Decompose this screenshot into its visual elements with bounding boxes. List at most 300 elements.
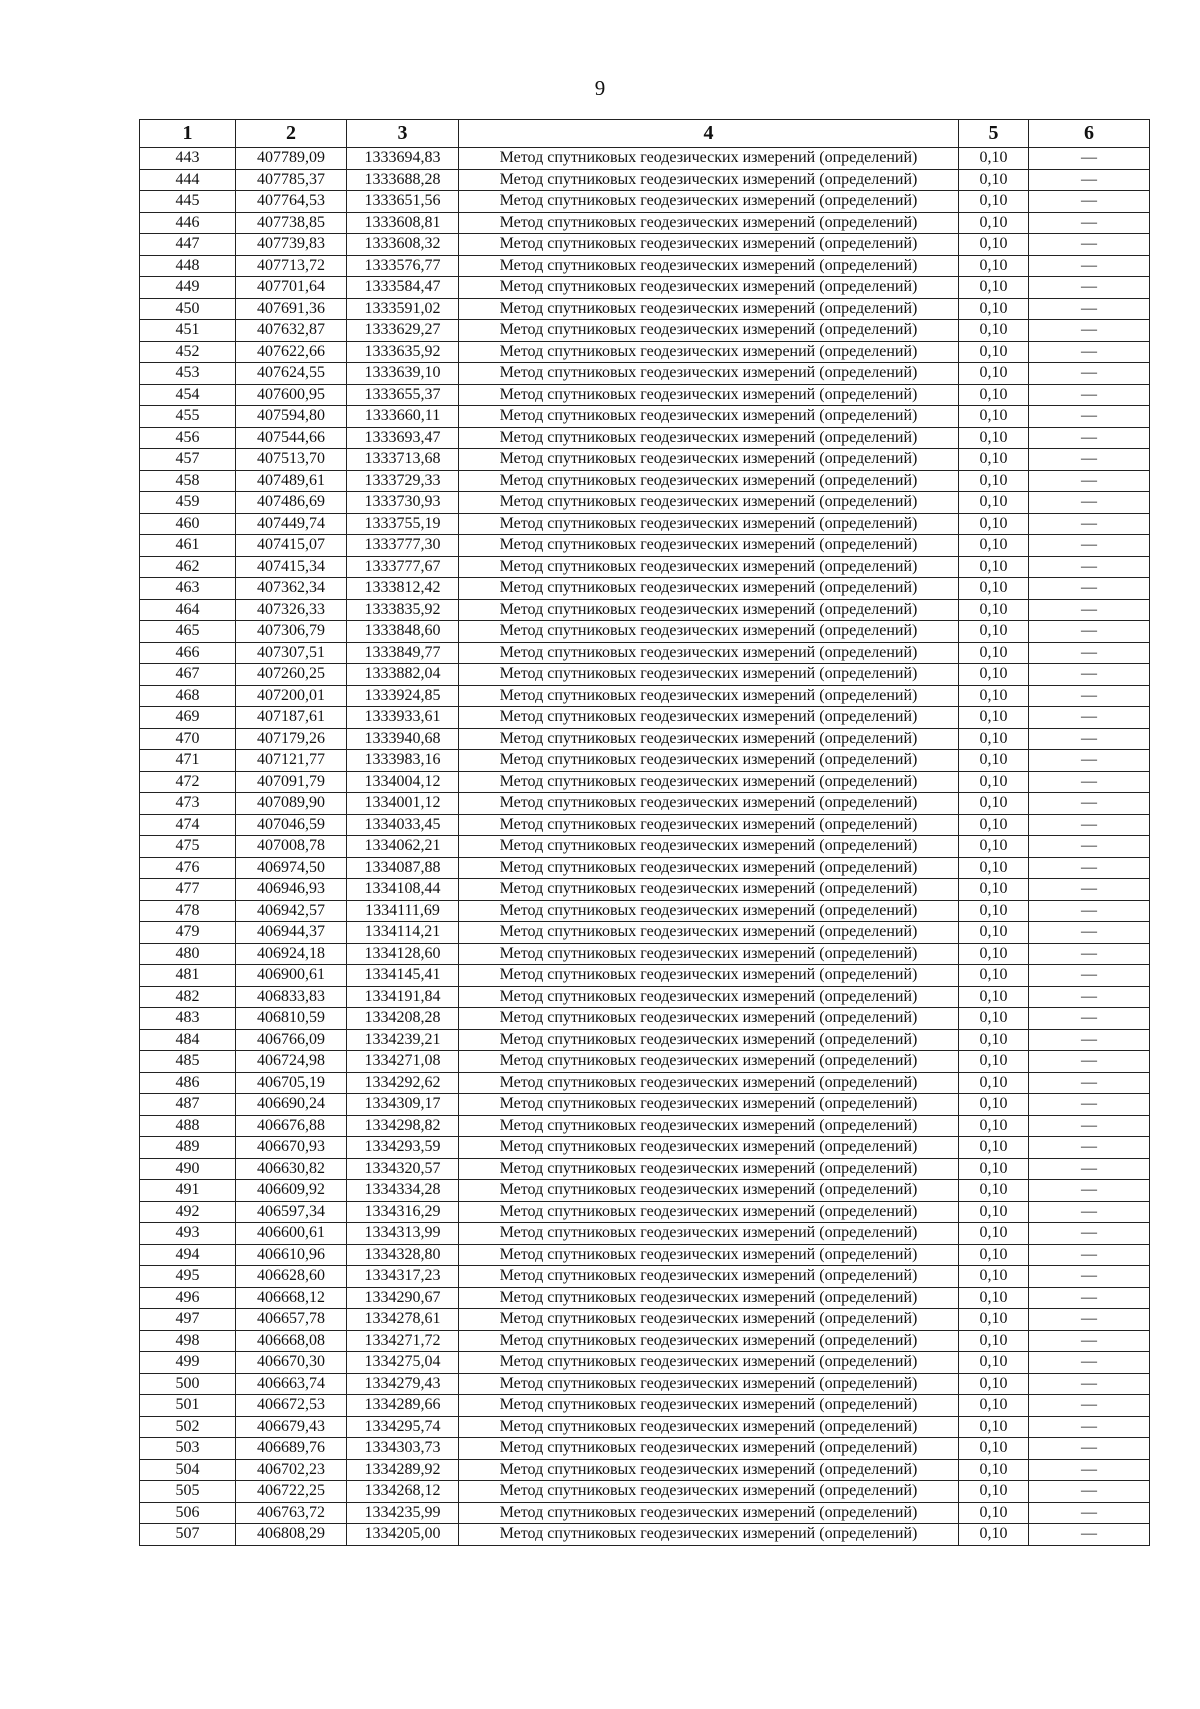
note-cell: —	[1029, 255, 1150, 277]
x-coordinate-cell: 406722,25	[236, 1481, 347, 1503]
method-cell: Метод спутниковых геодезических измерений (определений)	[459, 836, 959, 858]
x-coordinate-cell: 406597,34	[236, 1201, 347, 1223]
accuracy-cell: 0,10	[959, 1416, 1029, 1438]
table-row	[140, 965, 1150, 987]
table-row	[140, 771, 1150, 793]
y-coordinate-cell: 1333983,16	[347, 750, 459, 772]
y-coordinate-cell: 1333933,61	[347, 707, 459, 729]
y-coordinate-cell: 1334271,72	[347, 1330, 459, 1352]
coordinates-table	[139, 119, 1150, 1546]
y-coordinate-cell: 1334316,29	[347, 1201, 459, 1223]
note-cell: —	[1029, 685, 1150, 707]
point-number-cell: 493	[140, 1223, 236, 1245]
method-cell: Метод спутниковых геодезических измерений (определений)	[459, 169, 959, 191]
point-number-cell: 495	[140, 1266, 236, 1288]
accuracy-cell: 0,10	[959, 492, 1029, 514]
method-cell: Метод спутниковых геодезических измерений (определений)	[459, 191, 959, 213]
y-coordinate-cell: 1334292,62	[347, 1072, 459, 1094]
y-coordinate-cell: 1334334,28	[347, 1180, 459, 1202]
note-cell: —	[1029, 277, 1150, 299]
note-cell: —	[1029, 621, 1150, 643]
x-coordinate-cell: 406705,19	[236, 1072, 347, 1094]
method-cell: Метод спутниковых геодезических измерений (определений)	[459, 1395, 959, 1417]
note-cell: —	[1029, 986, 1150, 1008]
x-coordinate-cell: 407415,34	[236, 556, 347, 578]
accuracy-cell: 0,10	[959, 255, 1029, 277]
accuracy-cell: 0,10	[959, 1051, 1029, 1073]
note-cell: —	[1029, 1158, 1150, 1180]
x-coordinate-cell: 407544,66	[236, 427, 347, 449]
method-cell: Метод спутниковых геодезических измерений (определений)	[459, 1481, 959, 1503]
accuracy-cell: 0,10	[959, 599, 1029, 621]
x-coordinate-cell: 407089,90	[236, 793, 347, 815]
method-cell: Метод спутниковых геодезических измерений (определений)	[459, 277, 959, 299]
accuracy-cell: 0,10	[959, 1438, 1029, 1460]
table-row	[140, 363, 1150, 385]
y-coordinate-cell: 1334191,84	[347, 986, 459, 1008]
table-row	[140, 298, 1150, 320]
table-row	[140, 1094, 1150, 1116]
table-row	[140, 879, 1150, 901]
x-coordinate-cell: 407486,69	[236, 492, 347, 514]
accuracy-cell: 0,10	[959, 1352, 1029, 1374]
x-coordinate-cell: 407187,61	[236, 707, 347, 729]
point-number-cell: 468	[140, 685, 236, 707]
accuracy-cell: 0,10	[959, 685, 1029, 707]
accuracy-cell: 0,10	[959, 1395, 1029, 1417]
x-coordinate-cell: 406942,57	[236, 900, 347, 922]
point-number-cell: 446	[140, 212, 236, 234]
accuracy-cell: 0,10	[959, 341, 1029, 363]
table-row	[140, 578, 1150, 600]
method-cell: Метод спутниковых геодезических измерений (определений)	[459, 1352, 959, 1374]
y-coordinate-cell: 1334268,12	[347, 1481, 459, 1503]
accuracy-cell: 0,10	[959, 1244, 1029, 1266]
y-coordinate-cell: 1334298,82	[347, 1115, 459, 1137]
note-cell: —	[1029, 1352, 1150, 1374]
note-cell: —	[1029, 578, 1150, 600]
accuracy-cell: 0,10	[959, 1459, 1029, 1481]
note-cell: —	[1029, 836, 1150, 858]
table-row	[140, 1158, 1150, 1180]
point-number-cell: 483	[140, 1008, 236, 1030]
note-cell: —	[1029, 1438, 1150, 1460]
method-cell: Метод спутниковых геодезических измерений (определений)	[459, 1373, 959, 1395]
point-number-cell: 455	[140, 406, 236, 428]
y-coordinate-cell: 1334290,67	[347, 1287, 459, 1309]
table-row	[140, 1287, 1150, 1309]
table-row	[140, 1244, 1150, 1266]
accuracy-cell: 0,10	[959, 707, 1029, 729]
y-coordinate-cell: 1334328,80	[347, 1244, 459, 1266]
y-coordinate-cell: 1333591,02	[347, 298, 459, 320]
point-number-cell: 451	[140, 320, 236, 342]
note-cell: —	[1029, 234, 1150, 256]
x-coordinate-cell: 406668,08	[236, 1330, 347, 1352]
table-row	[140, 793, 1150, 815]
y-coordinate-cell: 1333849,77	[347, 642, 459, 664]
x-coordinate-cell: 407600,95	[236, 384, 347, 406]
y-coordinate-cell: 1333608,32	[347, 234, 459, 256]
table-row	[140, 1459, 1150, 1481]
accuracy-cell: 0,10	[959, 642, 1029, 664]
y-coordinate-cell: 1333848,60	[347, 621, 459, 643]
method-cell: Метод спутниковых геодезических измерений (определений)	[459, 965, 959, 987]
y-coordinate-cell: 1333812,42	[347, 578, 459, 600]
accuracy-cell: 0,10	[959, 363, 1029, 385]
x-coordinate-cell: 407008,78	[236, 836, 347, 858]
accuracy-cell: 0,10	[959, 234, 1029, 256]
accuracy-cell: 0,10	[959, 320, 1029, 342]
point-number-cell: 492	[140, 1201, 236, 1223]
note-cell: —	[1029, 728, 1150, 750]
accuracy-cell: 0,10	[959, 191, 1029, 213]
table-row	[140, 1502, 1150, 1524]
method-cell: Метод спутниковых геодезических измерений (определений)	[459, 986, 959, 1008]
x-coordinate-cell: 406672,53	[236, 1395, 347, 1417]
y-coordinate-cell: 1334114,21	[347, 922, 459, 944]
x-coordinate-cell: 407179,26	[236, 728, 347, 750]
point-number-cell: 504	[140, 1459, 236, 1481]
method-cell: Метод спутниковых геодезических измерений (определений)	[459, 1330, 959, 1352]
note-cell: —	[1029, 1287, 1150, 1309]
point-number-cell: 475	[140, 836, 236, 858]
accuracy-cell: 0,10	[959, 535, 1029, 557]
x-coordinate-cell: 406808,29	[236, 1524, 347, 1546]
table-row	[140, 341, 1150, 363]
accuracy-cell: 0,10	[959, 900, 1029, 922]
method-cell: Метод спутниковых геодезических измерений (определений)	[459, 1115, 959, 1137]
accuracy-cell: 0,10	[959, 427, 1029, 449]
method-cell: Метод спутниковых геодезических измерений (определений)	[459, 793, 959, 815]
method-cell: Метод спутниковых геодезических измерений (определений)	[459, 212, 959, 234]
point-number-cell: 467	[140, 664, 236, 686]
point-number-cell: 482	[140, 986, 236, 1008]
x-coordinate-cell: 407701,64	[236, 277, 347, 299]
y-coordinate-cell: 1333660,11	[347, 406, 459, 428]
y-coordinate-cell: 1334279,43	[347, 1373, 459, 1395]
method-cell: Метод спутниковых геодезических измерений (определений)	[459, 535, 959, 557]
y-coordinate-cell: 1333584,47	[347, 277, 459, 299]
y-coordinate-cell: 1334317,23	[347, 1266, 459, 1288]
point-number-cell: 469	[140, 707, 236, 729]
x-coordinate-cell: 406689,76	[236, 1438, 347, 1460]
x-coordinate-cell: 407306,79	[236, 621, 347, 643]
note-cell: —	[1029, 1395, 1150, 1417]
point-number-cell: 488	[140, 1115, 236, 1137]
method-cell: Метод спутниковых геодезических измерений (определений)	[459, 578, 959, 600]
y-coordinate-cell: 1334289,66	[347, 1395, 459, 1417]
point-number-cell: 487	[140, 1094, 236, 1116]
table-row	[140, 449, 1150, 471]
y-coordinate-cell: 1334235,99	[347, 1502, 459, 1524]
note-cell: —	[1029, 449, 1150, 471]
x-coordinate-cell: 406670,30	[236, 1352, 347, 1374]
column-header-2: 2	[236, 120, 347, 148]
method-cell: Метод спутниковых геодезических измерений (определений)	[459, 492, 959, 514]
table-row	[140, 943, 1150, 965]
accuracy-cell: 0,10	[959, 1201, 1029, 1223]
point-number-cell: 452	[140, 341, 236, 363]
y-coordinate-cell: 1334303,73	[347, 1438, 459, 1460]
table-row	[140, 1072, 1150, 1094]
note-cell: —	[1029, 1330, 1150, 1352]
table-row	[140, 513, 1150, 535]
table-row	[140, 406, 1150, 428]
method-cell: Метод спутниковых геодезических измерений (определений)	[459, 1029, 959, 1051]
note-cell: —	[1029, 298, 1150, 320]
note-cell: —	[1029, 406, 1150, 428]
point-number-cell: 448	[140, 255, 236, 277]
method-cell: Метод спутниковых геодезических измерений (определений)	[459, 1008, 959, 1030]
note-cell: —	[1029, 879, 1150, 901]
point-number-cell: 486	[140, 1072, 236, 1094]
accuracy-cell: 0,10	[959, 298, 1029, 320]
accuracy-cell: 0,10	[959, 384, 1029, 406]
point-number-cell: 473	[140, 793, 236, 815]
table-row	[140, 1051, 1150, 1073]
x-coordinate-cell: 406766,09	[236, 1029, 347, 1051]
note-cell: —	[1029, 1266, 1150, 1288]
point-number-cell: 498	[140, 1330, 236, 1352]
accuracy-cell: 0,10	[959, 1223, 1029, 1245]
method-cell: Метод спутниковых геодезических измерений (определений)	[459, 771, 959, 793]
accuracy-cell: 0,10	[959, 943, 1029, 965]
accuracy-cell: 0,10	[959, 1373, 1029, 1395]
y-coordinate-cell: 1334293,59	[347, 1137, 459, 1159]
method-cell: Метод спутниковых геодезических измерений (определений)	[459, 320, 959, 342]
y-coordinate-cell: 1334239,21	[347, 1029, 459, 1051]
y-coordinate-cell: 1333940,68	[347, 728, 459, 750]
accuracy-cell: 0,10	[959, 513, 1029, 535]
y-coordinate-cell: 1334087,88	[347, 857, 459, 879]
point-number-cell: 444	[140, 169, 236, 191]
method-cell: Метод спутниковых геодезических измерений (определений)	[459, 341, 959, 363]
note-cell: —	[1029, 535, 1150, 557]
x-coordinate-cell: 407326,33	[236, 599, 347, 621]
accuracy-cell: 0,10	[959, 1094, 1029, 1116]
table-row	[140, 169, 1150, 191]
point-number-cell: 465	[140, 621, 236, 643]
note-cell: —	[1029, 1115, 1150, 1137]
method-cell: Метод спутниковых геодезических измерений (определений)	[459, 1137, 959, 1159]
table-row	[140, 750, 1150, 772]
x-coordinate-cell: 407738,85	[236, 212, 347, 234]
y-coordinate-cell: 1333835,92	[347, 599, 459, 621]
point-number-cell: 505	[140, 1481, 236, 1503]
method-cell: Метод спутниковых геодезических измерений (определений)	[459, 556, 959, 578]
x-coordinate-cell: 406763,72	[236, 1502, 347, 1524]
accuracy-cell: 0,10	[959, 556, 1029, 578]
y-coordinate-cell: 1333688,28	[347, 169, 459, 191]
point-number-cell: 491	[140, 1180, 236, 1202]
y-coordinate-cell: 1333655,37	[347, 384, 459, 406]
method-cell: Метод спутниковых геодезических измерений (определений)	[459, 857, 959, 879]
table-row	[140, 255, 1150, 277]
x-coordinate-cell: 407789,09	[236, 148, 347, 170]
x-coordinate-cell: 406810,59	[236, 1008, 347, 1030]
accuracy-cell: 0,10	[959, 1008, 1029, 1030]
point-number-cell: 459	[140, 492, 236, 514]
note-cell: —	[1029, 1201, 1150, 1223]
y-coordinate-cell: 1333777,30	[347, 535, 459, 557]
point-number-cell: 447	[140, 234, 236, 256]
table-row	[140, 1180, 1150, 1202]
y-coordinate-cell: 1334295,74	[347, 1416, 459, 1438]
x-coordinate-cell: 406702,23	[236, 1459, 347, 1481]
note-cell: —	[1029, 470, 1150, 492]
table-row	[140, 900, 1150, 922]
method-cell: Метод спутниковых геодезических измерений (определений)	[459, 664, 959, 686]
method-cell: Метод спутниковых геодезических измерений (определений)	[459, 1502, 959, 1524]
method-cell: Метод спутниковых геодезических измерений (определений)	[459, 1180, 959, 1202]
y-coordinate-cell: 1334309,17	[347, 1094, 459, 1116]
point-number-cell: 476	[140, 857, 236, 879]
method-cell: Метод спутниковых геодезических измерений (определений)	[459, 642, 959, 664]
method-cell: Метод спутниковых геодезических измерений (определений)	[459, 470, 959, 492]
table-row	[140, 1115, 1150, 1137]
x-coordinate-cell: 406610,96	[236, 1244, 347, 1266]
table-row	[140, 1266, 1150, 1288]
page-number: 9	[594, 76, 606, 100]
table-row	[140, 234, 1150, 256]
y-coordinate-cell: 1334004,12	[347, 771, 459, 793]
accuracy-cell: 0,10	[959, 1309, 1029, 1331]
table-row	[140, 1395, 1150, 1417]
accuracy-cell: 0,10	[959, 621, 1029, 643]
table-row	[140, 728, 1150, 750]
x-coordinate-cell: 407091,79	[236, 771, 347, 793]
y-coordinate-cell: 1333777,67	[347, 556, 459, 578]
note-cell: —	[1029, 513, 1150, 535]
accuracy-cell: 0,10	[959, 406, 1029, 428]
accuracy-cell: 0,10	[959, 1481, 1029, 1503]
accuracy-cell: 0,10	[959, 771, 1029, 793]
x-coordinate-cell: 406668,12	[236, 1287, 347, 1309]
method-cell: Метод спутниковых геодезических измерений (определений)	[459, 1287, 959, 1309]
y-coordinate-cell: 1333882,04	[347, 664, 459, 686]
point-number-cell: 466	[140, 642, 236, 664]
note-cell: —	[1029, 771, 1150, 793]
table-row	[140, 427, 1150, 449]
note-cell: —	[1029, 599, 1150, 621]
note-cell: —	[1029, 363, 1150, 385]
x-coordinate-cell: 407449,74	[236, 513, 347, 535]
note-cell: —	[1029, 814, 1150, 836]
column-header-4: 4	[459, 120, 959, 148]
x-coordinate-cell: 407594,80	[236, 406, 347, 428]
table-row	[140, 599, 1150, 621]
accuracy-cell: 0,10	[959, 814, 1029, 836]
method-cell: Метод спутниковых геодезических измерений (определений)	[459, 1459, 959, 1481]
accuracy-cell: 0,10	[959, 212, 1029, 234]
x-coordinate-cell: 407362,34	[236, 578, 347, 600]
accuracy-cell: 0,10	[959, 986, 1029, 1008]
method-cell: Метод спутниковых геодезических измерений (определений)	[459, 879, 959, 901]
note-cell: —	[1029, 427, 1150, 449]
y-coordinate-cell: 1333629,27	[347, 320, 459, 342]
method-cell: Метод спутниковых геодезических измерений (определений)	[459, 621, 959, 643]
method-cell: Метод спутниковых геодезических измерений (определений)	[459, 427, 959, 449]
point-number-cell: 497	[140, 1309, 236, 1331]
point-number-cell: 458	[140, 470, 236, 492]
x-coordinate-cell: 407046,59	[236, 814, 347, 836]
point-number-cell: 456	[140, 427, 236, 449]
point-number-cell: 499	[140, 1352, 236, 1374]
x-coordinate-cell: 406600,61	[236, 1223, 347, 1245]
accuracy-cell: 0,10	[959, 664, 1029, 686]
column-header-5: 5	[959, 120, 1029, 148]
y-coordinate-cell: 1333713,68	[347, 449, 459, 471]
x-coordinate-cell: 407764,53	[236, 191, 347, 213]
method-cell: Метод спутниковых геодезических измерений (определений)	[459, 449, 959, 471]
table-row	[140, 492, 1150, 514]
note-cell: —	[1029, 212, 1150, 234]
accuracy-cell: 0,10	[959, 1158, 1029, 1180]
method-cell: Метод спутниковых геодезических измерений (определений)	[459, 148, 959, 170]
point-number-cell: 501	[140, 1395, 236, 1417]
note-cell: —	[1029, 1244, 1150, 1266]
point-number-cell: 478	[140, 900, 236, 922]
point-number-cell: 463	[140, 578, 236, 600]
point-number-cell: 470	[140, 728, 236, 750]
table-row	[140, 836, 1150, 858]
method-cell: Метод спутниковых геодезических измерений (определений)	[459, 363, 959, 385]
note-cell: —	[1029, 900, 1150, 922]
point-number-cell: 479	[140, 922, 236, 944]
x-coordinate-cell: 406833,83	[236, 986, 347, 1008]
point-number-cell: 461	[140, 535, 236, 557]
x-coordinate-cell: 406924,18	[236, 943, 347, 965]
point-number-cell: 460	[140, 513, 236, 535]
point-number-cell: 480	[140, 943, 236, 965]
accuracy-cell: 0,10	[959, 1502, 1029, 1524]
y-coordinate-cell: 1333639,10	[347, 363, 459, 385]
accuracy-cell: 0,10	[959, 169, 1029, 191]
accuracy-cell: 0,10	[959, 1072, 1029, 1094]
method-cell: Метод спутниковых геодезических измерений (определений)	[459, 255, 959, 277]
point-number-cell: 472	[140, 771, 236, 793]
y-coordinate-cell: 1334208,28	[347, 1008, 459, 1030]
accuracy-cell: 0,10	[959, 1524, 1029, 1546]
column-header-6: 6	[1029, 120, 1150, 148]
method-cell: Метод спутниковых геодезических измерений (определений)	[459, 1158, 959, 1180]
note-cell: —	[1029, 384, 1150, 406]
table-row	[140, 470, 1150, 492]
table-row	[140, 922, 1150, 944]
accuracy-cell: 0,10	[959, 449, 1029, 471]
table-row	[140, 320, 1150, 342]
accuracy-cell: 0,10	[959, 793, 1029, 815]
table-row	[140, 1029, 1150, 1051]
x-coordinate-cell: 406946,93	[236, 879, 347, 901]
y-coordinate-cell: 1334108,44	[347, 879, 459, 901]
x-coordinate-cell: 407200,01	[236, 685, 347, 707]
accuracy-cell: 0,10	[959, 1330, 1029, 1352]
y-coordinate-cell: 1333924,85	[347, 685, 459, 707]
note-cell: —	[1029, 1180, 1150, 1202]
table-row	[140, 277, 1150, 299]
point-number-cell: 484	[140, 1029, 236, 1051]
table-header-row	[140, 120, 1150, 148]
point-number-cell: 503	[140, 1438, 236, 1460]
x-coordinate-cell: 407691,36	[236, 298, 347, 320]
x-coordinate-cell: 406676,88	[236, 1115, 347, 1137]
accuracy-cell: 0,10	[959, 857, 1029, 879]
method-cell: Метод спутниковых геодезических измерений (определений)	[459, 406, 959, 428]
accuracy-cell: 0,10	[959, 1287, 1029, 1309]
accuracy-cell: 0,10	[959, 578, 1029, 600]
